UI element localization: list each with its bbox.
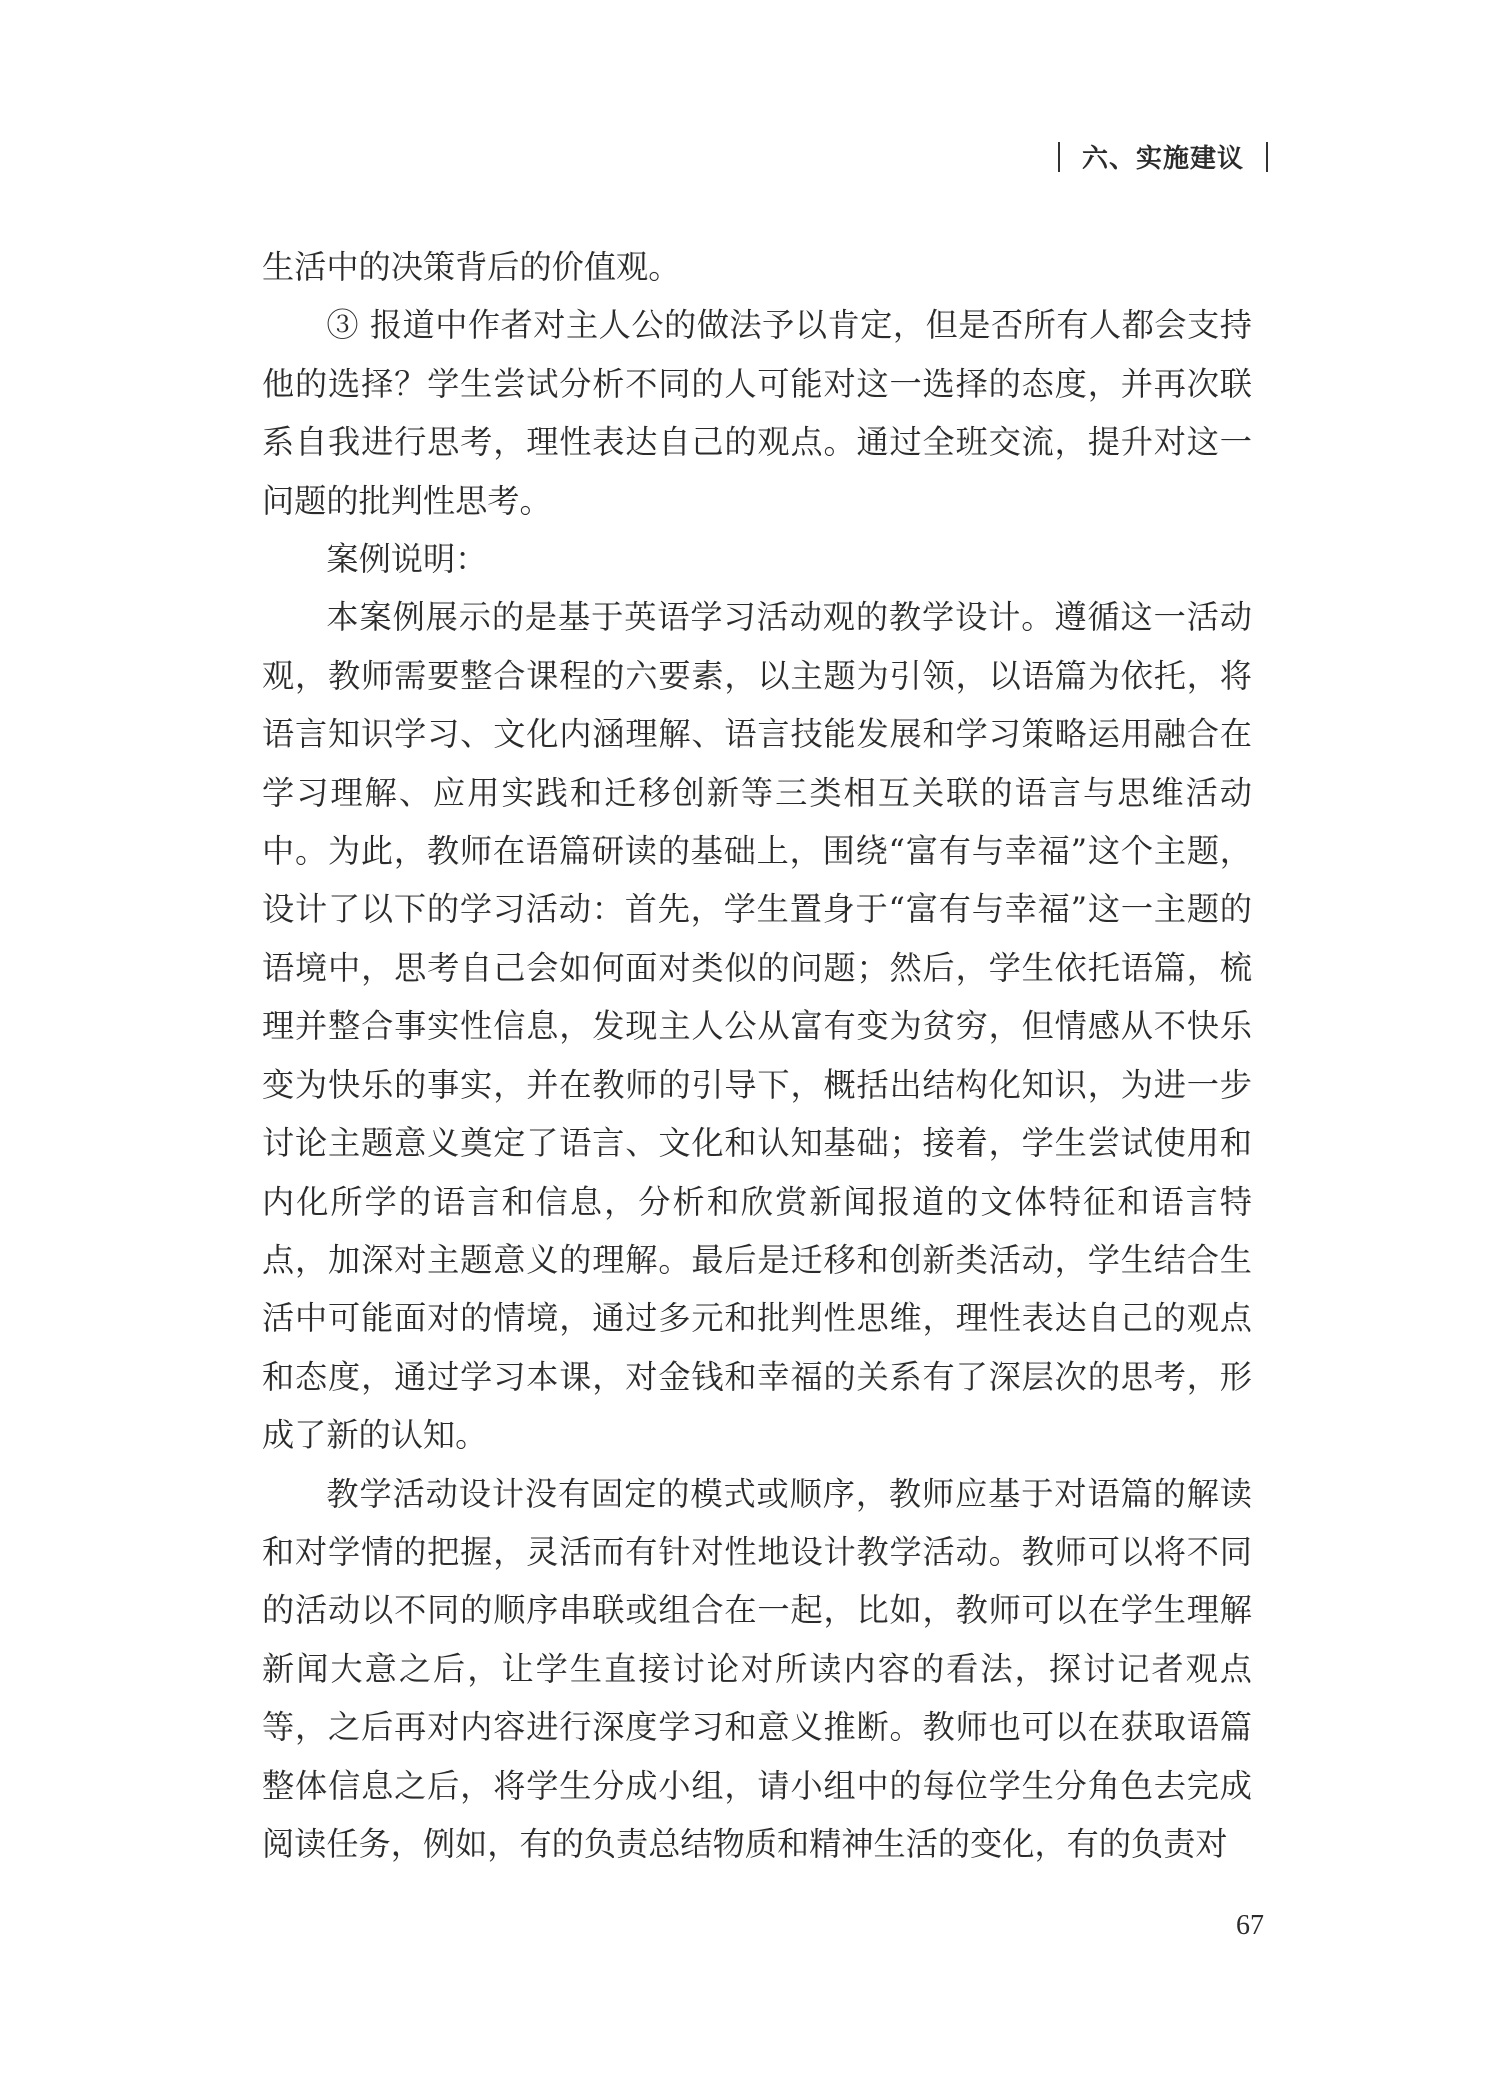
running-header: [1058, 138, 1268, 175]
section-title: 六、实施建议: [1081, 144, 1244, 174]
page-number: 67: [1236, 1910, 1264, 1941]
header-divider-left: [1058, 142, 1060, 172]
paragraph: ③ 报道中作者对主人公的做法予以肯定，但是否所有人都会支持他的选择？学生尝试分析不同的人可能对这一选择的态度，并再次联系自我进行思考，理性表达自己的观点。通过全班交流，提升对这一问题的批判性思考。: [262, 306, 1252, 520]
body-text: [262, 238, 1252, 1873]
paragraph: 教学活动设计没有固定的模式或顺序，教师应基于对语篇的解读和对学情的把握，灵活而有针对性地设计教学活动。教师可以将不同的活动以不同的顺序串联或组合在一起，比如，教师可以在学生理解新闻大意之后，让学生直接讨论对所读内容的看法，探讨记者观点等，之后再对内容进行深度学习和意义推断。教师也可以在获取语篇整体信息之后，将学生分成小组，请小组中的每位学生分角色去完成阅读任务，例如，有的负责总结物质和精神生活的变化，有的负责对: [262, 1474, 1252, 1863]
paragraph-heading: 案例说明：: [326, 540, 488, 579]
paragraph: 本案例展示的是基于英语学习活动观的教学设计。遵循这一活动观，教师需要整合课程的六要素，以主题为引领，以语篇为依托，将语言知识学习、文化内涵理解、语言技能发展和学习策略运用融合在学习理解、应用实践和迁移创新等三类相互关联的语言与思维活动中。为此，教师在语篇研读的基础上，围绕“富有与幸福”这个主题，设计了以下的学习活动：首先，学生置身于“富有与幸福”这一主题的语境中，思考自己会如何面对类似的问题；然后，学生依托语篇，梳理并整合事实性信息，发现主人公从富有变为贫穷，但情感从不快乐变为快乐的事实，并在教师的引导下，概括出结构化知识，为进一步讨论主题意义奠定了语言、文化和认知基础；接着，学生尝试使用和内化所学的语言和信息，分析和欣赏新闻报道的文体特征和语言特点，加深对主题意义的理解。最后是迁移和创新类活动，学生结合生活中可能面对的情境，通过多元和批判性思维，理性表达自己的观点和态度，通过学习本课，对金钱和幸福的关系有了深层次的思考，形成了新的认知。: [262, 598, 1252, 1455]
header-divider-right: [1266, 142, 1268, 172]
paragraph: 生活中的决策背后的价值观。: [262, 248, 681, 286]
